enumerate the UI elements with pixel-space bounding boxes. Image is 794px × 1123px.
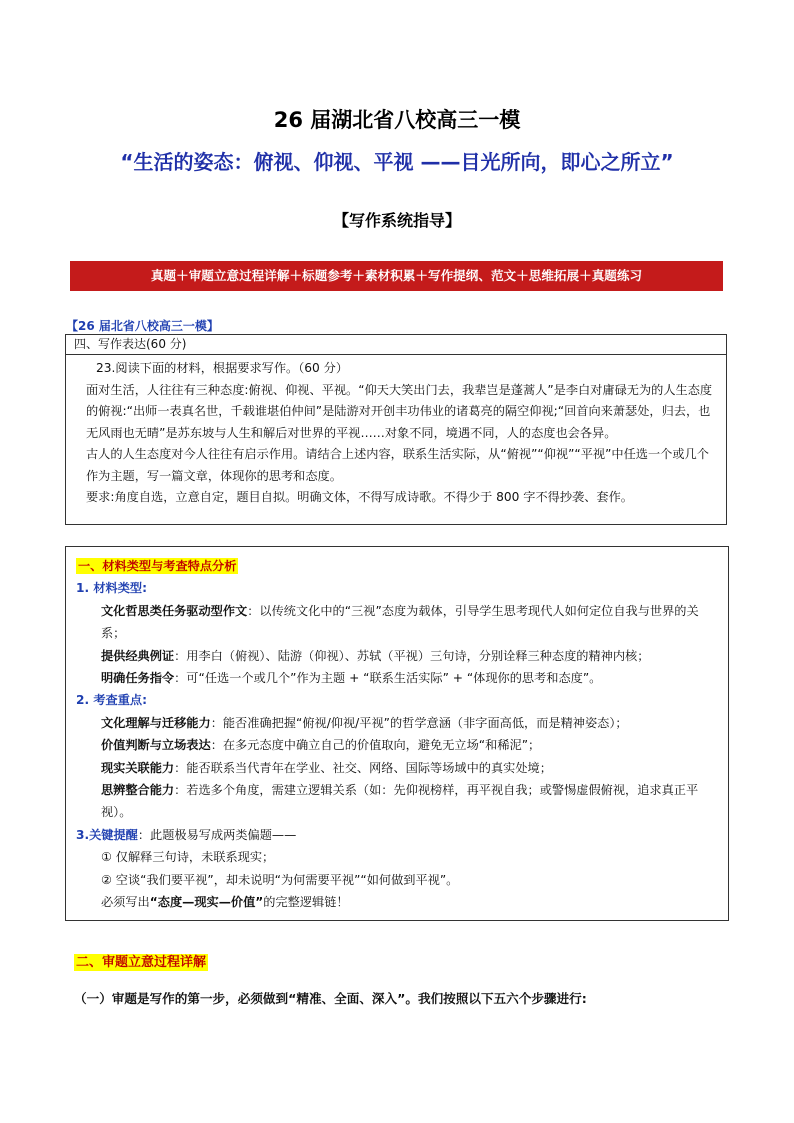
item-label: 文化理解与迁移能力 [101,715,211,730]
item-label: 提供经典例证 [101,648,175,663]
item-text: ：用李白（俯视）、陆游（仰视）、苏轼（平视）三句诗，分别诠释三种态度的精神内核； [174,648,650,663]
focus-item [76,712,718,734]
material-type-title: 1. 材料类型: [76,581,147,596]
item-text: ：以传统文化中的“三视”态度为载体，引导学生思考现代人如何定位自我与世界的关系； [101,603,699,641]
question-task: 23.阅读下面的材料，根据要求写作。（60 分） [96,361,349,375]
logic-chain: “态度—现实—价值” [149,895,264,910]
reminder-text: 必须写出 [101,895,150,910]
analysis-box [65,546,729,921]
page-title: 26 届湖北省八校高三一模 [273,108,521,132]
source-label: 【26 届北省八校高三一模】 [66,319,219,333]
reminder-item: ② 空谈“我们要平视”，却未说明“为何需要平视”“如何做到平视”。 [101,872,459,887]
reminder-item: ① 仅解释三句诗，未联系现实； [101,850,275,865]
item-text: ：在多元态度中确立自己的价值取向，避免无立场“和稀泥”； [210,738,541,753]
item-label: 思辨整合能力 [101,783,175,798]
content-banner: 真题＋审题立意过程详解＋标题参考＋素材积累＋写作提纲、范文＋思维拓展＋真题练习 [70,261,723,291]
question-requirements: 要求:角度自选，立意自定，题目自拟。明确文体，不得写成诗歌。不得少于 800 字不得抄袭、套作。 [86,490,633,504]
item-label: 明确任务指令 [101,671,175,686]
focus-title: 2. 考查重点: [76,693,147,708]
key-reminder [76,824,718,846]
item-text: ：若选多个角度，需建立逻辑关系（如：先仰视榜样，再平视自我；或警惕虚假俯视，追求真正平视）。 [101,783,699,820]
section-2-heading: 二、审题立意过程详解 [76,955,207,970]
reminder-conclusion [76,891,718,913]
question-body [66,355,726,509]
item-label: 现实关联能力 [101,760,175,775]
focus-item [76,779,718,824]
key-reminder-text: ：此题极易写成两类偏题—— [137,827,297,842]
page-subtitle: “生活的姿态：俯视、仰视、平视 ——目光所向，即心之所立” [120,150,674,174]
question-heading: 四、写作表达(60 分) [66,335,726,355]
focus-item [76,734,718,756]
question-box [65,334,727,525]
question-para-1: 面对生活，人往往有三种态度:俯视、仰视、平视。“仰天大笑出门去，我辈岂是蓬蒿人”是李白对庸碌无为的人生态度的俯视:“出师一表真名世，千载谁堪伯仲间”是陆游对开创丰功伟业的诸葛亮的隔空仰视;“回首向来萧瑟处，归去，也无风雨也无晴”是苏东坡与人生和解后对世界的平视……对象不同，境遇不同，人的态度也会各异。 [86,382,713,440]
material-type-item [76,600,718,645]
item-label: 文化哲思类任务驱动型作文 [101,603,248,618]
section-2 [74,951,208,970]
item-label: 价值判断与立场表达 [101,738,211,753]
item-text: ：能否准确把握“俯视/仰视/平视”的哲学意涵（非字面高低，而是精神姿态）； [210,715,628,730]
material-type-item [76,645,718,667]
material-type-item [76,667,718,689]
focus-item [76,757,718,779]
analysis-heading: 一、材料类型与考查特点分析 [78,559,237,573]
question-para-2: 古人的人生态度对今人往往有启示作用。请结合上述内容，联系生活实际，从“俯视”“仰视”“平视”中任选一个或几个作为主题，写一篇文章，体现你的思考和态度。 [86,447,709,483]
section-title: 【写作系统指导】 [332,211,461,230]
item-text: ：可“任选一个或几个”作为主题 + “联系生活实际” + “体现你的思考和态度”。 [174,671,602,686]
step-intro: （一）审题是写作的第一步，必须做到“精准、全面、深入”。我们按照以下五六个步骤进行: [74,991,587,1006]
reminder-text: 的完整逻辑链！ [263,895,349,910]
key-reminder-title: 3.关键提醒 [76,827,138,842]
item-text: ：能否联系当代青年在学业、社交、网络、国际等场域中的真实处境； [174,760,552,775]
